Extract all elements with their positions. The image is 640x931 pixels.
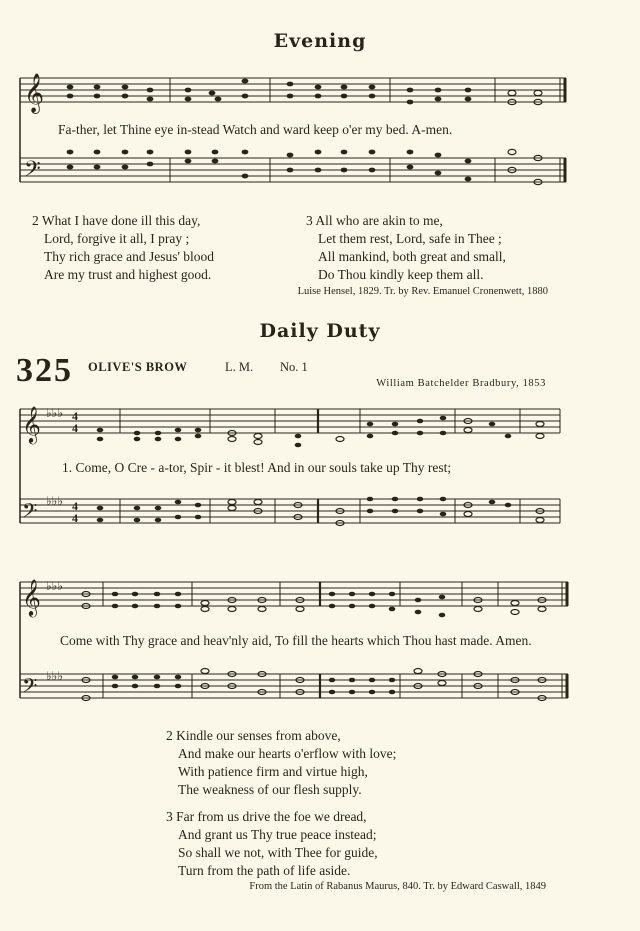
verse-line: Turn from the path of life aside.: [178, 863, 351, 878]
svg-text:𝄞: 𝄞: [22, 405, 41, 443]
verse-number: 3: [166, 809, 173, 824]
composer-credit: William Batchelder Bradbury, 1853: [376, 378, 546, 389]
svg-text:♭♭♭: ♭♭♭: [46, 579, 63, 593]
hymn-title-daily-duty: Daily Duty: [259, 320, 381, 342]
verse-number: 3: [306, 213, 313, 228]
verse-line: Lord, forgive it all, I pray ;: [44, 231, 190, 246]
svg-text:4: 4: [72, 409, 78, 423]
hymn-title-evening: Evening: [273, 30, 367, 52]
svg-text:𝄢: 𝄢: [24, 157, 41, 187]
svg-text:𝄞: 𝄞: [22, 578, 41, 616]
lyric-line-2-daily-duty: Come with Thy grace and heav'nly aid, To fill the hearts which Thou hast made. Amen.: [60, 633, 532, 648]
verse-line: Let them rest, Lord, safe in Thee ;: [318, 231, 502, 246]
verse-line: All who are akin to me,: [315, 213, 443, 228]
verse-line: Do Thou kindly keep them all.: [318, 267, 484, 282]
svg-text:4: 4: [72, 511, 78, 525]
verse-2-daily-duty: [166, 727, 486, 799]
lyric-line-1-daily-duty: 1. Come, O Cre - a-tor, Spir - it blest! And in our souls take up Thy rest;: [62, 460, 452, 475]
verse-line: So shall we not, with Thee for guide,: [178, 845, 378, 860]
verse-line: Are my trust and highest good.: [44, 267, 212, 282]
svg-text:♭♭♭: ♭♭♭: [46, 494, 63, 508]
svg-text:♭♭♭: ♭♭♭: [46, 406, 63, 420]
verse-number: 2: [166, 728, 173, 743]
svg-text:♭♭♭: ♭♭♭: [46, 669, 63, 683]
verse-line: Far from us drive the foe we dread,: [176, 809, 367, 824]
svg-text:𝄢: 𝄢: [22, 674, 38, 702]
svg-text:4: 4: [72, 421, 78, 435]
verse-3-evening: [306, 212, 586, 284]
hymn-number: 325: [16, 352, 73, 389]
verse-line: With patience firm and virtue high,: [178, 764, 368, 779]
verse-line: The weakness of our flesh supply.: [178, 782, 362, 797]
svg-text:𝄞: 𝄞: [24, 73, 45, 113]
verse-3-daily-duty: [166, 808, 486, 880]
credit-evening: Luise Hensel, 1829. Tr. by Rev. Emanuel Cronenwett, 1880: [297, 286, 548, 297]
verse-line: Thy rich grace and Jesus' blood: [44, 249, 215, 264]
svg-text:4: 4: [72, 499, 78, 513]
verse-line: Kindle our senses from above,: [176, 728, 341, 743]
verse-number: 2: [32, 213, 39, 228]
meter: L. M.: [225, 360, 254, 374]
verse-line: And make our hearts o'erflow with love;: [178, 746, 397, 761]
svg-text:𝄢: 𝄢: [22, 499, 38, 527]
credit-daily-duty: From the Latin of Rabanus Maurus, 840. Tr. by Edward Caswall, 1849: [249, 881, 546, 892]
verse-2-evening: [32, 212, 302, 284]
verse-line: All mankind, both great and small,: [318, 249, 506, 264]
verse-line: And grant us Thy true peace instead;: [178, 827, 377, 842]
verse-line: What I have done ill this day,: [41, 213, 201, 228]
lyric-line-evening: Fa-ther, let Thine eye in-stead Watch and ward keep o'er my bed. A-men.: [58, 122, 453, 137]
tune-number: No. 1: [280, 360, 308, 374]
tune-name: OLIVE'S BROW: [88, 360, 188, 374]
